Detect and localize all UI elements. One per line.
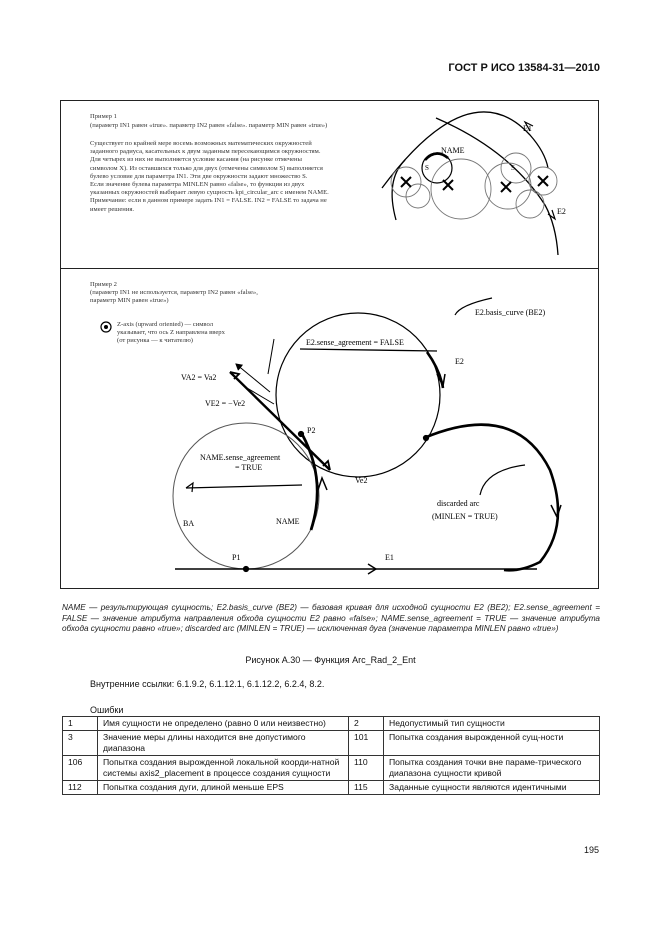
candidate-circle <box>406 184 430 208</box>
discarded-arc <box>424 425 558 571</box>
page-number: 195 <box>583 845 599 855</box>
example1-title: Пример 1 <box>90 113 117 120</box>
e2-label: E2 <box>455 357 464 366</box>
p1-point <box>243 566 248 571</box>
example2-params-line1: (параметр IN1 не используется, параметр IN2 равен «false», <box>90 289 258 296</box>
table-row: 106 Попытка создания вырожденной локальной коорди-натной системы axis2_placement в процессе создания сущности 110 Попытка создания точки вне параме-трического диапазона сущности кривой <box>63 756 600 781</box>
example1-name-label: NAME <box>441 146 465 155</box>
caption-note: NAME — результирующая сущность; E2.basis_curve (BE2) — базовая кривая для исходной сущности E2 (BE2); E2.sense_agreement = FALSE — значение атрибута направления обхода сущности E2 равно «false»; NAME.sense_agreement = TRUE — значение атрибута обхода сущности равно «true»; discarded arc (MINLEN = TRUE) — исключенная дуга (значение параметра MINLEN равно «true») <box>62 603 600 633</box>
tangent-point <box>423 435 428 440</box>
zaxis-note: Z-axis (upward oriented) — символ указывает, что ось Z направлена вверх (от рисунка — к читателю) <box>117 321 225 345</box>
errors-table <box>62 716 600 795</box>
ba-label: BA <box>183 519 195 528</box>
p2-label: P2 <box>307 426 316 435</box>
s-label: S <box>425 164 429 172</box>
ve2-label: VE2 = −Ve2 <box>205 399 246 408</box>
example2-title: Пример 2 <box>90 281 117 288</box>
e2-arc <box>436 118 558 255</box>
x-marks <box>401 176 548 192</box>
name-label: NAME <box>276 517 300 526</box>
name-sense-label: NAME.sense_agreement <box>200 453 281 462</box>
s-label: S <box>511 164 515 172</box>
example1-diagram <box>382 112 558 255</box>
ve2b-label: Ve2 <box>355 476 368 485</box>
example1-e2-label: E2 <box>557 207 566 216</box>
table-row: 112 Попытка создания дуги, длиной меньше EPS 115 Заданные сущности являются идентичными <box>63 781 600 795</box>
va2-label: VA2 = Va2 <box>181 373 217 382</box>
p1-label: P1 <box>232 553 241 562</box>
p2-point <box>298 431 303 436</box>
discarded-minlen-label: (MINLEN = TRUE) <box>432 512 498 521</box>
errors-heading: Ошибки <box>90 705 124 715</box>
table-row: 3 Значение меры длины находится вне допустимого диапазона 101 Попытка создания вырожденной сущ-ности <box>63 731 600 756</box>
candidate-circle <box>431 159 491 219</box>
figure-title: Рисунок А.30 — Функция Arc_Rad_2_Ent <box>245 655 416 665</box>
name-sense-value: = TRUE <box>235 463 263 472</box>
ba-circle <box>173 423 319 569</box>
discarded-arc-label: discarded arc <box>437 499 480 508</box>
example2-params-line2: параметр MIN равен «true») <box>90 297 169 304</box>
e2-sense-label: E2.sense_agreement = FALSE <box>306 338 404 347</box>
e1-label: E1 <box>385 553 394 562</box>
example1-description: Существует по крайней мере восемь возможных математических окружностей заданного радиуса, касательных к двум заданным пересекающимся окружностям. Для четырех из них не выполняется условие касания (на рисунке отмечены символом X). Из оставшихся только для двух (отмечены символом S) выполняется булево условие для параметра IN1. Эти две окружности задают множество S. Если значение булева параметра MINLEN равно «false», то функция из двух указанных окружностей выбирает левую сущность kpi_circular_arc с именем NAME. Примечание: если в данном примере задать IN1 = FALSE. IN2 = FALSE то задача не имеет решения. <box>90 140 329 213</box>
candidate-circle <box>501 153 531 183</box>
example1-params: (параметр IN1 равен «true». параметр IN2 равен «false». параметр MIN равен «true») <box>90 122 328 129</box>
example1-e1-label: E1 <box>523 124 532 133</box>
candidate-circle <box>516 190 544 218</box>
table-row: 1 Имя сущности не определено (равно 0 или неизвестно) 2 Недопустимый тип сущности <box>63 717 600 731</box>
basis-curve-label: E2.basis_curve (BE2) <box>475 308 546 317</box>
internal-references: Внутренние ссылки: 6.1.9.2, 6.1.12.1, 6.1.12.2, 6.2.4, 8.2. <box>90 679 325 689</box>
standard-header: ГОСТ Р ИСО 13584-31—2010 <box>448 62 600 74</box>
